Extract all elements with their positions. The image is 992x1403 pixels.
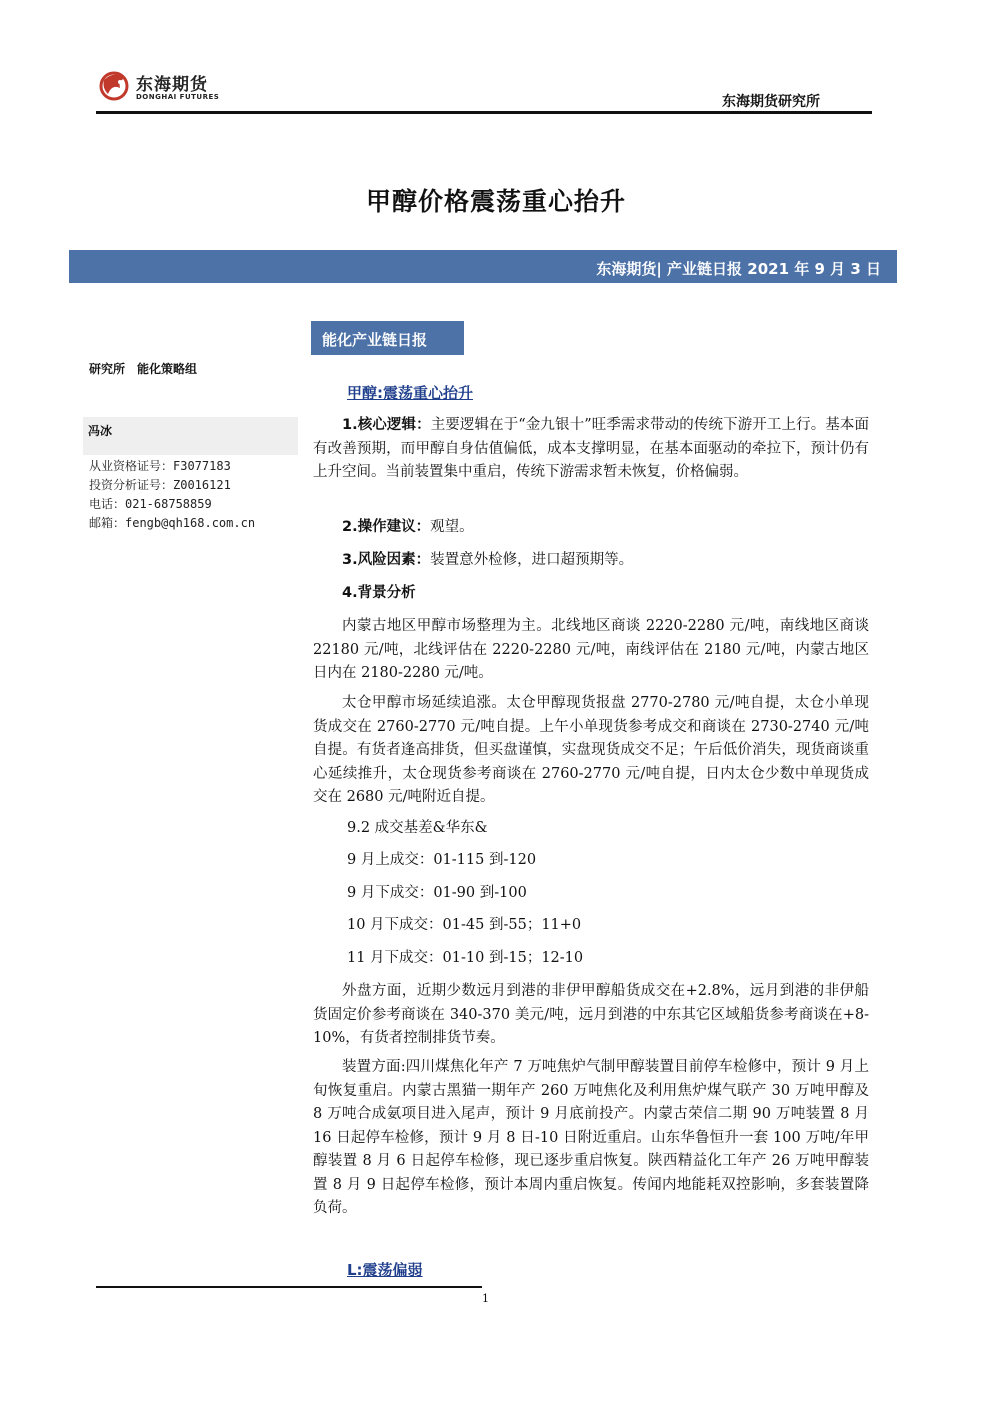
plant-status-paragraph: 装置方面:四川煤焦化年产 7 万吨焦炉气制甲醇装置目前停车检修中，预计 9 月上旬恢复重启。内蒙古黑猫一期年产 260 万吨焦化及利用焦炉煤气联产 30 万吨甲醇及 8 万吨合成氨项目进入尾声，预计 9 月底前投产。内蒙古荣信二期 90 万吨装置 8 月 16 日起停车检修，预计 9 月 8 日-10 日附近重启。山东华鲁恒升一套 100 万吨/年甲醇装置 8 月 6 日起停车检修，现已逐步重启恢复。陕西精益化工年产 26 万吨甲醇装置 8 月 9 日起停车检修，预计本周内重启恢复。传闻内地能耗双控影响，多套装置降负荷。 bbox=[313, 1059, 869, 1216]
banner-text: 东海期货| 产业链日报 2021 年 9 月 3 日 bbox=[596, 260, 881, 278]
core-logic-text: 主要逻辑在于“金九银十”旺季需求带动的传统下游开工上行。基本面有改善预期，而甲醇自身估值偏低，成本支撑明显，在基本面驱动的牵拉下，预计仍有上升空间。当前装置集中重启，传统下游需求暂未恢复，价格偏弱。 bbox=[313, 417, 869, 480]
qualification-number: 从业资格证号：F3077183 bbox=[89, 459, 231, 473]
pe-section-link[interactable]: L:震荡偏弱 bbox=[347, 1261, 423, 1279]
header-institute: 东海期货研究所 bbox=[722, 94, 820, 110]
basis-line: 11 月下成交：01-10 到-15；12-10 bbox=[347, 950, 584, 966]
advice-text: 观望。 bbox=[430, 519, 474, 535]
document-title: 甲醇价格震荡重心抬升 bbox=[365, 187, 626, 216]
methanol-section-link[interactable]: 甲醇:震荡重心抬升 bbox=[347, 384, 473, 402]
core-logic-paragraph bbox=[313, 414, 869, 485]
team-group: 能化策略组 bbox=[137, 362, 198, 376]
report-banner bbox=[69, 250, 897, 283]
core-logic-label: 1.核心逻辑： bbox=[342, 417, 431, 433]
basis-line: 10 月下成交：01-45 到-55；11+0 bbox=[347, 917, 582, 933]
advisor-number: 投资分析证号：Z0016121 bbox=[89, 478, 231, 492]
taicang-paragraph: 太仓甲醇市场延续追涨。太仓甲醇现货报盘 2770-2780 元/吨自提，太仓小单现货成交在 2760-2770 元/吨自提。上午小单现货参考成交和商谈在 2730-2740 元/吨自提。有货者逢高排货，但买盘谨慎，实盘现货成交不足；午后低价消失，现货商谈重心延续推升，太仓现货参考商谈在 2760-2770 元/吨自提，日内太仓少数中单现货成交在 2680 元/吨附近自提。 bbox=[313, 695, 869, 805]
basis-line: 9 月下成交：01-90 到-100 bbox=[347, 885, 527, 901]
advice-paragraph bbox=[313, 516, 869, 540]
inner-mongolia-paragraph: 内蒙古地区甲醇市场整理为主。北线地区商谈 2220-2280 元/吨，南线地区商谈 22180 元/吨，北线评估在 2220-2280 元/吨，南线评估在 2180 元/吨，内蒙古地区日内在 2180-2280 元/吨。 bbox=[313, 618, 869, 681]
section-tag bbox=[311, 321, 464, 355]
author-name: 冯冰 bbox=[88, 424, 113, 438]
advice-label: 2.操作建议： bbox=[342, 519, 431, 535]
basis-line: 9 月上成交：01-115 到-120 bbox=[347, 852, 537, 868]
team-label bbox=[89, 360, 197, 377]
footer-divider bbox=[96, 1286, 482, 1288]
section-tag-text: 能化产业链日报 bbox=[322, 331, 428, 349]
basis-line: 9.2 成交基差&华东& bbox=[347, 820, 488, 836]
logo-chinese-name: 东海期货 bbox=[136, 75, 208, 95]
external-market-paragraph: 外盘方面，近期少数远月到港的非伊甲醇船货成交在+2.8%，远月到港的非伊船货固定价参考商谈在 340-370 美元/吨，远月到港的中东其它区域船货参考商谈在+8-10%，有货者控制排货节奏。 bbox=[313, 983, 869, 1046]
phone-number: 电话：021-68758859 bbox=[89, 497, 212, 511]
team-dept: 研究所 bbox=[89, 362, 126, 376]
risk-paragraph bbox=[313, 549, 869, 573]
company-logo bbox=[96, 66, 226, 110]
risk-label: 3.风险因素： bbox=[342, 552, 431, 568]
page-number: 1 bbox=[482, 1292, 489, 1305]
email-address: 邮箱：fengb@qh168.com.cn bbox=[89, 516, 256, 530]
header-divider bbox=[96, 111, 872, 114]
dragon-logo-icon bbox=[96, 66, 136, 106]
logo-english-name: DONGHAI FUTURES bbox=[136, 93, 220, 101]
author-box bbox=[83, 417, 298, 455]
risk-text: 装置意外检修，进口超预期等。 bbox=[430, 552, 634, 568]
background-heading: 4.背景分析 bbox=[342, 585, 416, 601]
